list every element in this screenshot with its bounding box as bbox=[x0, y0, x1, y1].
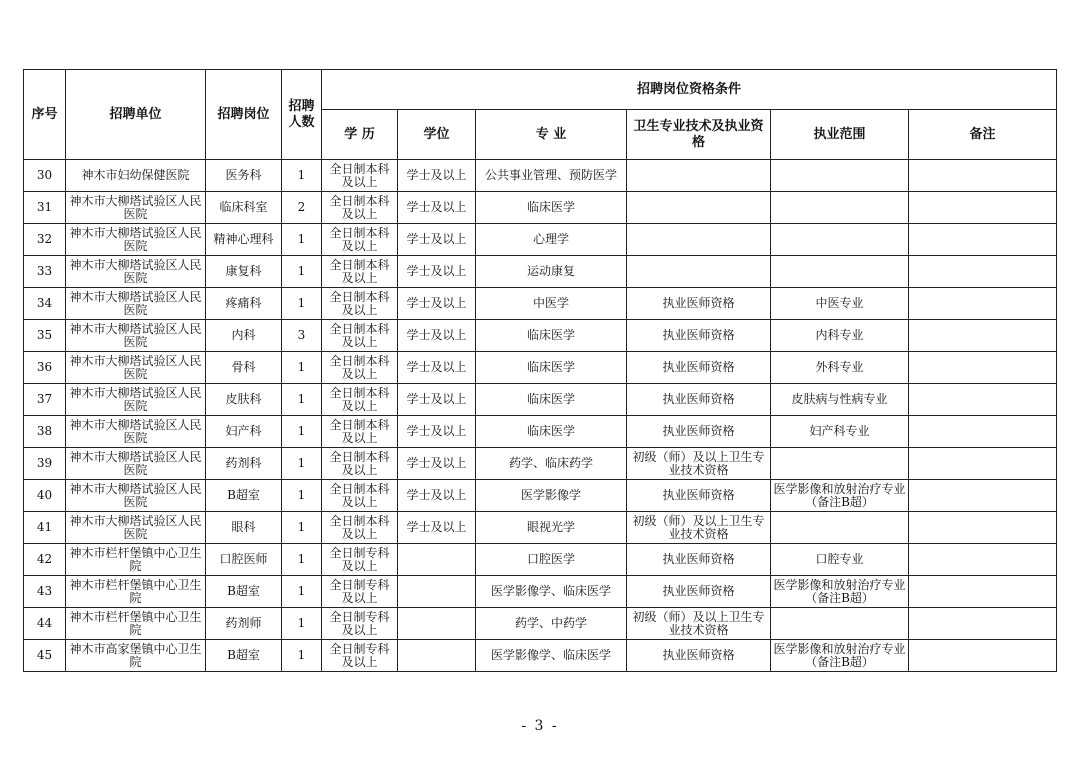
cell-position: B超室 bbox=[206, 576, 282, 608]
cell-note bbox=[909, 544, 1057, 576]
cell-education: 全日制本科及以上 bbox=[322, 160, 398, 192]
table-body bbox=[24, 160, 1057, 672]
cell-position: B超室 bbox=[206, 640, 282, 672]
cell-scope bbox=[771, 160, 909, 192]
cell-major: 公共事业管理、预防医学 bbox=[476, 160, 627, 192]
table-row bbox=[24, 480, 1057, 512]
cell-position: B超室 bbox=[206, 480, 282, 512]
cell-note bbox=[909, 576, 1057, 608]
cell-education: 全日制本科及以上 bbox=[322, 416, 398, 448]
cell-count: 1 bbox=[282, 160, 322, 192]
cell-license bbox=[627, 224, 771, 256]
cell-degree: 学士及以上 bbox=[398, 192, 476, 224]
header-qualifications: 招聘岗位资格条件 bbox=[322, 70, 1057, 110]
table-row bbox=[24, 608, 1057, 640]
cell-seq: 30 bbox=[24, 160, 66, 192]
cell-unit: 神木市栏杆堡镇中心卫生院 bbox=[66, 576, 206, 608]
cell-position: 医务科 bbox=[206, 160, 282, 192]
cell-degree bbox=[398, 576, 476, 608]
table-row bbox=[24, 160, 1057, 192]
header-scope: 执业范围 bbox=[771, 110, 909, 160]
cell-education: 全日制本科及以上 bbox=[322, 192, 398, 224]
cell-count: 1 bbox=[282, 576, 322, 608]
table-row bbox=[24, 352, 1057, 384]
cell-unit: 神木市高家堡镇中心卫生院 bbox=[66, 640, 206, 672]
cell-scope bbox=[771, 448, 909, 480]
cell-count: 1 bbox=[282, 480, 322, 512]
cell-position: 临床科室 bbox=[206, 192, 282, 224]
cell-position: 内科 bbox=[206, 320, 282, 352]
cell-unit: 神木市大柳塔试验区人民医院 bbox=[66, 384, 206, 416]
table-row bbox=[24, 448, 1057, 480]
cell-license: 执业医师资格 bbox=[627, 544, 771, 576]
cell-education: 全日制专科及以上 bbox=[322, 608, 398, 640]
cell-count: 1 bbox=[282, 352, 322, 384]
cell-major: 医学影像学、临床医学 bbox=[476, 576, 627, 608]
cell-license: 执业医师资格 bbox=[627, 288, 771, 320]
cell-seq: 44 bbox=[24, 608, 66, 640]
cell-scope bbox=[771, 512, 909, 544]
cell-note bbox=[909, 480, 1057, 512]
cell-scope: 妇产科专业 bbox=[771, 416, 909, 448]
cell-note bbox=[909, 160, 1057, 192]
table-row bbox=[24, 288, 1057, 320]
cell-count: 1 bbox=[282, 256, 322, 288]
cell-seq: 38 bbox=[24, 416, 66, 448]
table-row bbox=[24, 512, 1057, 544]
cell-education: 全日制本科及以上 bbox=[322, 288, 398, 320]
cell-license: 初级（师）及以上卫生专业技术资格 bbox=[627, 512, 771, 544]
cell-seq: 34 bbox=[24, 288, 66, 320]
cell-major: 临床医学 bbox=[476, 416, 627, 448]
cell-position: 精神心理科 bbox=[206, 224, 282, 256]
cell-degree: 学士及以上 bbox=[398, 224, 476, 256]
cell-scope bbox=[771, 256, 909, 288]
cell-position: 药剂科 bbox=[206, 448, 282, 480]
cell-unit: 神木市大柳塔试验区人民医院 bbox=[66, 256, 206, 288]
cell-seq: 36 bbox=[24, 352, 66, 384]
cell-unit: 神木市大柳塔试验区人民医院 bbox=[66, 192, 206, 224]
cell-note bbox=[909, 512, 1057, 544]
cell-seq: 42 bbox=[24, 544, 66, 576]
cell-position: 口腔医师 bbox=[206, 544, 282, 576]
cell-seq: 43 bbox=[24, 576, 66, 608]
cell-major: 心理学 bbox=[476, 224, 627, 256]
cell-education: 全日制专科及以上 bbox=[322, 544, 398, 576]
cell-count: 1 bbox=[282, 288, 322, 320]
cell-education: 全日制本科及以上 bbox=[322, 480, 398, 512]
cell-note bbox=[909, 288, 1057, 320]
header-degree: 学位 bbox=[398, 110, 476, 160]
cell-major: 医学影像学 bbox=[476, 480, 627, 512]
header-unit: 招聘单位 bbox=[66, 70, 206, 160]
cell-position: 妇产科 bbox=[206, 416, 282, 448]
cell-major: 眼视光学 bbox=[476, 512, 627, 544]
cell-note bbox=[909, 448, 1057, 480]
cell-unit: 神木市栏杆堡镇中心卫生院 bbox=[66, 608, 206, 640]
cell-education: 全日制本科及以上 bbox=[322, 512, 398, 544]
cell-major: 临床医学 bbox=[476, 352, 627, 384]
cell-license: 执业医师资格 bbox=[627, 416, 771, 448]
table-row bbox=[24, 544, 1057, 576]
cell-license: 执业医师资格 bbox=[627, 352, 771, 384]
cell-degree: 学士及以上 bbox=[398, 512, 476, 544]
cell-scope: 外科专业 bbox=[771, 352, 909, 384]
cell-note bbox=[909, 192, 1057, 224]
header-note: 备注 bbox=[909, 110, 1057, 160]
cell-degree: 学士及以上 bbox=[398, 352, 476, 384]
cell-major: 临床医学 bbox=[476, 192, 627, 224]
cell-count: 1 bbox=[282, 640, 322, 672]
cell-major: 中医学 bbox=[476, 288, 627, 320]
header-count: 招聘人数 bbox=[282, 70, 322, 160]
cell-scope bbox=[771, 608, 909, 640]
cell-seq: 31 bbox=[24, 192, 66, 224]
cell-degree: 学士及以上 bbox=[398, 256, 476, 288]
cell-count: 1 bbox=[282, 448, 322, 480]
cell-degree: 学士及以上 bbox=[398, 384, 476, 416]
table-row bbox=[24, 224, 1057, 256]
header-education: 学 历 bbox=[322, 110, 398, 160]
cell-unit: 神木市大柳塔试验区人民医院 bbox=[66, 224, 206, 256]
cell-seq: 40 bbox=[24, 480, 66, 512]
cell-count: 1 bbox=[282, 224, 322, 256]
cell-degree bbox=[398, 640, 476, 672]
cell-count: 1 bbox=[282, 384, 322, 416]
cell-degree: 学士及以上 bbox=[398, 480, 476, 512]
cell-count: 1 bbox=[282, 416, 322, 448]
cell-count: 3 bbox=[282, 320, 322, 352]
cell-seq: 37 bbox=[24, 384, 66, 416]
cell-count: 1 bbox=[282, 544, 322, 576]
cell-note bbox=[909, 416, 1057, 448]
table-row bbox=[24, 256, 1057, 288]
cell-major: 临床医学 bbox=[476, 384, 627, 416]
cell-seq: 35 bbox=[24, 320, 66, 352]
cell-major: 药学、临床药学 bbox=[476, 448, 627, 480]
cell-scope: 口腔专业 bbox=[771, 544, 909, 576]
cell-unit: 神木市大柳塔试验区人民医院 bbox=[66, 416, 206, 448]
cell-scope: 医学影像和放射治疗专业（备注B超） bbox=[771, 576, 909, 608]
table-row bbox=[24, 320, 1057, 352]
cell-major: 口腔医学 bbox=[476, 544, 627, 576]
cell-position: 康复科 bbox=[206, 256, 282, 288]
cell-education: 全日制本科及以上 bbox=[322, 448, 398, 480]
cell-scope: 内科专业 bbox=[771, 320, 909, 352]
cell-unit: 神木市大柳塔试验区人民医院 bbox=[66, 288, 206, 320]
cell-scope bbox=[771, 224, 909, 256]
cell-license bbox=[627, 160, 771, 192]
cell-unit: 神木市大柳塔试验区人民医院 bbox=[66, 448, 206, 480]
cell-unit: 神木市栏杆堡镇中心卫生院 bbox=[66, 544, 206, 576]
cell-note bbox=[909, 384, 1057, 416]
cell-education: 全日制本科及以上 bbox=[322, 224, 398, 256]
cell-degree: 学士及以上 bbox=[398, 416, 476, 448]
recruitment-table bbox=[23, 69, 1057, 672]
cell-major: 临床医学 bbox=[476, 320, 627, 352]
cell-position: 药剂师 bbox=[206, 608, 282, 640]
cell-license: 初级（师）及以上卫生专业技术资格 bbox=[627, 448, 771, 480]
cell-license: 执业医师资格 bbox=[627, 576, 771, 608]
header-position: 招聘岗位 bbox=[206, 70, 282, 160]
cell-degree bbox=[398, 608, 476, 640]
cell-note bbox=[909, 608, 1057, 640]
table-row bbox=[24, 384, 1057, 416]
page-number: - 3 - bbox=[521, 718, 559, 734]
cell-license: 执业医师资格 bbox=[627, 384, 771, 416]
cell-scope: 医学影像和放射治疗专业（备注B超） bbox=[771, 480, 909, 512]
cell-degree bbox=[398, 544, 476, 576]
cell-license: 执业医师资格 bbox=[627, 320, 771, 352]
cell-license: 初级（师）及以上卫生专业技术资格 bbox=[627, 608, 771, 640]
cell-count: 2 bbox=[282, 192, 322, 224]
table-row bbox=[24, 640, 1057, 672]
table-row bbox=[24, 576, 1057, 608]
cell-license bbox=[627, 192, 771, 224]
cell-education: 全日制本科及以上 bbox=[322, 384, 398, 416]
cell-scope: 中医专业 bbox=[771, 288, 909, 320]
cell-unit: 神木市大柳塔试验区人民医院 bbox=[66, 352, 206, 384]
cell-scope: 皮肤病与性病专业 bbox=[771, 384, 909, 416]
header-major: 专 业 bbox=[476, 110, 627, 160]
cell-degree: 学士及以上 bbox=[398, 320, 476, 352]
table-row bbox=[24, 416, 1057, 448]
cell-education: 全日制专科及以上 bbox=[322, 640, 398, 672]
cell-unit: 神木市大柳塔试验区人民医院 bbox=[66, 512, 206, 544]
cell-unit: 神木市大柳塔试验区人民医院 bbox=[66, 480, 206, 512]
cell-seq: 32 bbox=[24, 224, 66, 256]
cell-count: 1 bbox=[282, 512, 322, 544]
cell-note bbox=[909, 256, 1057, 288]
cell-degree: 学士及以上 bbox=[398, 288, 476, 320]
cell-major: 运动康复 bbox=[476, 256, 627, 288]
cell-seq: 45 bbox=[24, 640, 66, 672]
cell-count: 1 bbox=[282, 608, 322, 640]
cell-degree: 学士及以上 bbox=[398, 160, 476, 192]
cell-position: 皮肤科 bbox=[206, 384, 282, 416]
cell-scope: 医学影像和放射治疗专业（备注B超） bbox=[771, 640, 909, 672]
cell-degree: 学士及以上 bbox=[398, 448, 476, 480]
cell-note bbox=[909, 352, 1057, 384]
cell-seq: 39 bbox=[24, 448, 66, 480]
cell-seq: 33 bbox=[24, 256, 66, 288]
cell-license: 执业医师资格 bbox=[627, 640, 771, 672]
cell-scope bbox=[771, 192, 909, 224]
cell-position: 疼痛科 bbox=[206, 288, 282, 320]
cell-major: 药学、中药学 bbox=[476, 608, 627, 640]
cell-license: 执业医师资格 bbox=[627, 480, 771, 512]
cell-note bbox=[909, 320, 1057, 352]
header-license: 卫生专业技术及执业资格 bbox=[627, 110, 771, 160]
cell-education: 全日制本科及以上 bbox=[322, 320, 398, 352]
cell-note bbox=[909, 224, 1057, 256]
cell-position: 骨科 bbox=[206, 352, 282, 384]
table-row bbox=[24, 192, 1057, 224]
cell-seq: 41 bbox=[24, 512, 66, 544]
cell-position: 眼科 bbox=[206, 512, 282, 544]
header-seq: 序号 bbox=[24, 70, 66, 160]
cell-unit: 神木市大柳塔试验区人民医院 bbox=[66, 320, 206, 352]
cell-note bbox=[909, 640, 1057, 672]
cell-unit: 神木市妇幼保健医院 bbox=[66, 160, 206, 192]
cell-education: 全日制本科及以上 bbox=[322, 352, 398, 384]
cell-license bbox=[627, 256, 771, 288]
cell-major: 医学影像学、临床医学 bbox=[476, 640, 627, 672]
cell-education: 全日制本科及以上 bbox=[322, 256, 398, 288]
cell-education: 全日制专科及以上 bbox=[322, 576, 398, 608]
